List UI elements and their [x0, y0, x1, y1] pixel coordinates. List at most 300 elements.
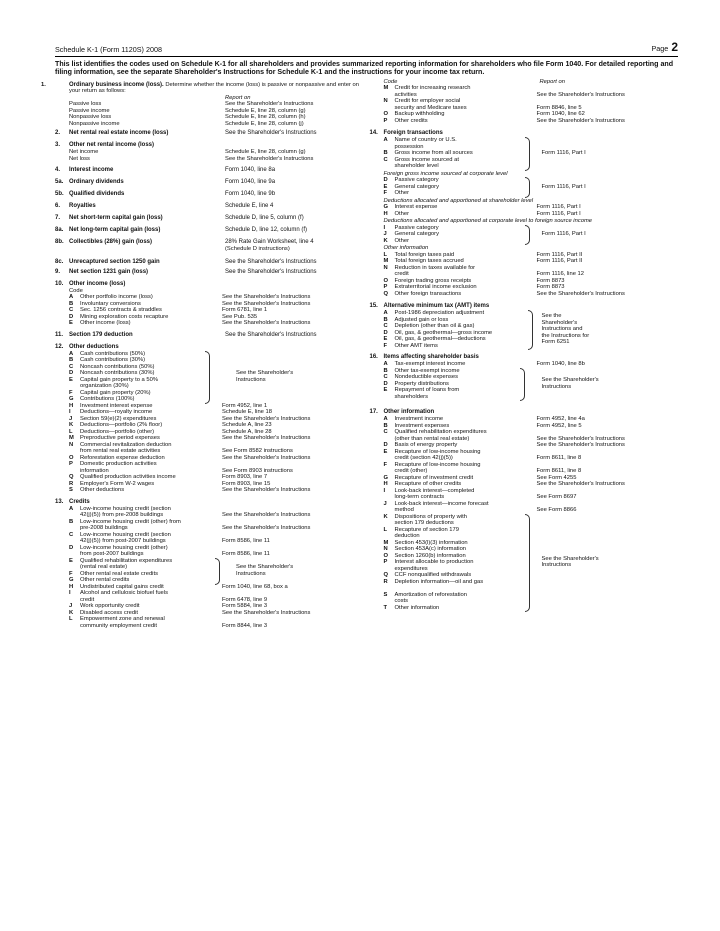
row-description: Oil, gas, & geothermal—gross income: [394, 329, 493, 336]
row-code: T: [383, 604, 388, 611]
row-description: Capital gain property (20%): [80, 389, 151, 396]
row-code: D: [383, 380, 388, 387]
row-code: G: [69, 577, 74, 584]
brace-group: [370, 177, 679, 197]
row-description: costs: [394, 598, 409, 605]
row-code: I: [69, 409, 71, 416]
row-description: pre-2008 buildings: [80, 525, 128, 532]
row-indent: [55, 487, 69, 494]
row-description: Low-income housing credit (other): [80, 544, 168, 551]
row-description: Qualified rehabilitation expenditures: [80, 557, 173, 564]
row-description: possession: [394, 143, 424, 150]
brace-report-on: [542, 556, 599, 569]
row-description: Cash contributions (50%): [80, 350, 146, 357]
row-code: J: [383, 500, 387, 507]
row-report-on: See Form 8697: [536, 494, 577, 501]
row-report-on: [537, 605, 679, 612]
row-code: B: [69, 300, 74, 307]
row-code: A: [383, 361, 388, 368]
brace-symbol: [205, 351, 210, 404]
page-num: 2: [671, 40, 678, 54]
row-description: Investment expenses: [394, 422, 450, 429]
row-code: C: [69, 363, 74, 370]
section-heading: [55, 142, 364, 149]
row-code: K: [383, 513, 388, 520]
row-report-on: Form 1040, line 68, box a: [222, 583, 288, 590]
brace-symbol: [525, 177, 530, 198]
section-number: 8b.: [55, 239, 64, 246]
row-description: Domestic production activities: [80, 461, 157, 468]
row-description: shareholder level: [394, 163, 439, 170]
brace-report-line: See the Shareholder's: [236, 370, 294, 377]
row-description: Alcohol and cellulosic biofuel fuels: [80, 590, 168, 597]
row-description: (other than rental real estate): [394, 435, 470, 442]
row-code: H: [383, 481, 388, 488]
row-code: G: [383, 474, 389, 481]
brace-report-line: Instructions: [236, 570, 266, 577]
brace-symbol: [525, 225, 530, 246]
brace-symbol: [215, 558, 220, 585]
row-description: Other information: [394, 604, 440, 611]
row-code: O: [383, 111, 389, 118]
table-row: [55, 246, 364, 253]
row-description: Nondeductible expenses: [394, 374, 458, 381]
row-code: E: [69, 320, 73, 327]
row-code: D: [69, 313, 74, 320]
row-description: Reduction in taxes available for: [394, 264, 476, 271]
row-code: O: [383, 277, 389, 284]
row-description: credit: [394, 271, 409, 278]
row-report-on: Schedule A, line 28: [222, 428, 272, 435]
row-report-on: See Form 4255: [536, 474, 577, 481]
brace-report-line: See the Shareholder's: [236, 564, 294, 571]
row-code: M: [383, 258, 389, 265]
row-indent: [55, 246, 69, 253]
section-title: Net rental real estate income (loss): [69, 130, 169, 137]
row-description: from rental real estate activities: [80, 448, 161, 455]
row-description: Section 59(e)(2) expenditures: [80, 415, 157, 422]
row-description: Repayment of loans from: [394, 387, 460, 394]
row-description: Look-back interest—completed: [394, 487, 475, 494]
row-report-on: See the Shareholder's Instructions: [222, 320, 311, 327]
row-report-on: See the Shareholder's Instructions: [222, 300, 311, 307]
row-code: L: [383, 526, 388, 533]
section-heading: [55, 281, 364, 288]
row-description: Section 1260(b) information: [394, 552, 466, 559]
row-description: Other: [394, 210, 409, 217]
row-description: method: [394, 507, 414, 514]
brace-report-line: Instructions: [541, 562, 572, 569]
row-report-on: See Form 8866: [536, 507, 577, 514]
section-title: Other income (loss): [69, 280, 126, 287]
row-report-on: See the Shareholder's Instructions: [225, 101, 314, 108]
section-title: Other information: [383, 409, 435, 416]
table-row: [370, 605, 679, 612]
row-code: F: [383, 342, 388, 349]
section-title: Section 179 deduction: [69, 331, 133, 338]
row-description: Section 453(l)(3) information: [394, 539, 468, 546]
section-report-on: 28% Rate Gain Worksheet, line 4: [225, 239, 314, 246]
row-description: Recapture of investment credit: [394, 474, 474, 481]
row-code: A: [69, 350, 74, 357]
row-indent: [370, 291, 384, 298]
row-description: Basis of energy property: [394, 442, 458, 449]
row-description: Nonpassive loss: [69, 114, 112, 121]
subheading: Deductions allocated and apportioned at corporate level to foreign source income: [383, 218, 592, 225]
spacer: [55, 137, 364, 139]
row-code: J: [69, 603, 73, 610]
row-description: section 179 deductions: [394, 520, 454, 527]
row-description: Qualified production activities income: [80, 474, 176, 481]
row-description: Recapture of section 179: [394, 526, 459, 533]
row-description: Depletion (other than oil & gas): [394, 323, 475, 330]
brace-group: [370, 310, 679, 349]
row-description: shareholders: [394, 393, 429, 400]
row-report-on: See the Shareholder's Instructions: [536, 91, 625, 98]
section-number: 5a.: [55, 179, 64, 186]
row-description: Property distributions: [394, 380, 449, 387]
table-row: [55, 320, 364, 327]
row-description: Other tax-exempt income: [394, 367, 460, 374]
report-on-label: Report on: [539, 78, 565, 85]
row-code: K: [383, 237, 388, 244]
section-report-on: Form 1040, line 8a: [225, 167, 276, 174]
brace-report-line: Form 1116, Part I: [541, 231, 586, 238]
row-code: B: [383, 367, 388, 374]
row-report-on: See the Shareholder's Instructions: [222, 454, 311, 461]
section-title: Other net rental income (loss): [69, 142, 155, 149]
row-report-on: Form 1040, line 62: [536, 111, 585, 118]
subheading: Foreign gross income sourced at corporate level: [383, 170, 508, 177]
row-description: Involuntary conversions: [80, 300, 141, 307]
brace-report-on: [542, 184, 586, 191]
section-number: 2.: [55, 130, 61, 137]
row-report-on: Form 6781, line 1: [222, 307, 268, 314]
row-report-on: Schedule E, line 28, column (j): [225, 120, 304, 127]
row-code: [69, 623, 80, 630]
row-report-on: Form 5884, line 3: [222, 603, 268, 610]
row-description: Contributions (100%): [80, 396, 135, 403]
row-report-on: Schedule E, line 28, column (g): [225, 149, 306, 156]
row-code: D: [383, 329, 388, 336]
row-description: Tax-exempt interest income: [394, 361, 466, 368]
row-report-on: See the Shareholder's Instructions: [222, 525, 311, 532]
row-report-on: Form 8873: [536, 284, 565, 291]
section-title: Ordinary business income (loss).: [69, 81, 164, 88]
row-description: Recapture of low-income housing: [394, 448, 481, 455]
section-title: Interest income: [69, 167, 114, 174]
row-description: Total foreign taxes paid: [394, 251, 455, 258]
table-row: [370, 343, 679, 350]
brace-symbol: [520, 368, 525, 402]
section-title: Royalties: [69, 203, 96, 210]
row-description: Other income (loss): [80, 320, 131, 327]
row-report-on: Form 1116, Part II: [536, 258, 583, 265]
row-description: Undistributed capital gains credit: [80, 583, 164, 590]
section-heading: [55, 259, 364, 266]
row-description: Name of country or U.S.: [394, 137, 457, 144]
row-description: deduction: [394, 533, 420, 540]
row-code: G: [383, 204, 389, 211]
row-report-on: See the Shareholder's Instructions: [222, 435, 311, 442]
row-code: L: [69, 428, 73, 435]
row-code: M: [383, 539, 389, 546]
row-indent: [370, 190, 384, 197]
spacer: [55, 222, 364, 224]
section-number: 7.: [55, 215, 61, 222]
row-description: Adjusted gain or loss: [394, 316, 449, 323]
spacer: [55, 327, 364, 329]
row-report-on: Form 1116, Part I: [536, 204, 581, 211]
row-description: Noncash contributions (30%): [80, 370, 155, 377]
spacer: [370, 124, 679, 127]
brace-group: [55, 351, 364, 403]
row-description: General category: [394, 183, 439, 190]
row-description: credit (section 42(j)(5)): [394, 455, 453, 462]
section-text: Determine whether the income (loss) is passive or nonpassive and enter on your return as follows:: [69, 81, 359, 95]
table-row: [370, 190, 679, 197]
row-report-on: See Form 8903 instructions: [222, 467, 293, 474]
row-code: A: [383, 310, 388, 317]
row-report-on: Form 4952, line 1: [222, 402, 268, 409]
table-row: [370, 118, 679, 125]
row-description: Extraterritorial income exclusion: [394, 284, 477, 291]
row-description: Qualified rehabilitation expenditures: [394, 429, 487, 436]
table-row: [370, 238, 679, 245]
row-report-on: See the Shareholder's Instructions: [536, 442, 625, 449]
table-row: [370, 163, 679, 170]
brace-symbol: [525, 514, 530, 613]
section-report-on: See the Shareholder's Instructions: [225, 268, 317, 275]
row-report-on: Form 8586, line 11: [222, 551, 270, 558]
spacer: [55, 253, 364, 256]
row-report-on: See the Shareholder's Instructions: [222, 609, 311, 616]
row-code: C: [383, 374, 388, 381]
brace-report-line: See the Shareholder's: [541, 377, 599, 384]
row-description: Mining exploration costs recapture: [80, 313, 169, 320]
row-description: Other foreign transactions: [394, 290, 462, 297]
row-description: Other credits: [394, 117, 428, 124]
section-heading: [55, 269, 364, 276]
row-description: Other portfolio income (loss): [80, 294, 153, 301]
row-report-on: See the Shareholder's Instructions: [536, 117, 625, 124]
section-heading: [55, 130, 364, 137]
row-code: S: [69, 487, 73, 494]
section-heading: [55, 332, 364, 339]
table-row: [55, 623, 364, 630]
row-code: R: [383, 578, 388, 585]
section-heading: [370, 130, 679, 137]
row-description: Look-back interest—income forecast: [394, 500, 489, 507]
section-number: 5b.: [55, 191, 64, 198]
row-description: Net loss: [69, 155, 90, 162]
form-title: Schedule K-1 (Form 1120S) 2008: [55, 45, 162, 54]
right-column: [370, 79, 679, 630]
row-report-on: Form 8903, line 15: [222, 480, 271, 487]
section-number: 8a.: [55, 227, 64, 234]
row-report-on: Form 8873: [536, 277, 565, 284]
row-indent: [55, 121, 69, 128]
brace-report-line: the Instructions for: [541, 332, 590, 339]
row-description: security and Medicare taxes: [394, 104, 467, 111]
row-description: Reforestation expense deduction: [80, 454, 165, 461]
row-indent: [370, 211, 384, 218]
row-description: Post-1986 depreciation adjustment: [394, 310, 485, 317]
row-code: J: [383, 231, 387, 238]
section-report-on: See the Shareholder's Instructions: [225, 331, 317, 338]
row-code: [384, 163, 395, 170]
row-code: N: [383, 546, 388, 553]
row-description: Other rental real estate credits: [80, 570, 158, 577]
section-heading: [55, 239, 364, 246]
table-row: [370, 211, 679, 218]
spacer: [55, 198, 364, 200]
table-row: [55, 487, 364, 494]
row-code: C: [383, 429, 388, 436]
row-description: Investment interest expense: [80, 402, 153, 409]
row-report-on: Report on: [225, 94, 251, 101]
row-code: P: [383, 559, 388, 566]
row-description: Net income: [69, 149, 99, 156]
row-description: Amortization of reforestation: [394, 591, 467, 598]
spacer: [55, 174, 364, 176]
section-report-on: Schedule D, line 12, column (f): [225, 227, 308, 234]
row-description: Dispositions of property with: [394, 513, 467, 520]
row-code: A: [383, 416, 388, 423]
brace-report-line: Instructions: [236, 376, 266, 383]
row-code: E: [69, 376, 73, 383]
row-description: Gross income sourced at: [394, 156, 459, 163]
row-description: [69, 246, 225, 253]
row-code: D: [383, 177, 388, 184]
brace-report-on: [236, 370, 293, 383]
section-number: 11.: [55, 331, 64, 338]
section-title: Net long-term capital gain (loss): [69, 227, 161, 234]
row-indent: [370, 343, 384, 350]
section-report-on: See the Shareholder's Instructions: [225, 130, 317, 137]
row-report-on: See the Shareholder's Instructions: [225, 155, 314, 162]
section-heading: [370, 409, 679, 416]
row-indent: [370, 118, 384, 125]
row-description: General category: [394, 231, 439, 238]
section-heading: [370, 354, 679, 361]
section-heading: [55, 167, 364, 174]
section-heading: [55, 203, 364, 210]
row-report-on: Form 8586, line 11: [222, 538, 270, 545]
row-description: Depletion information—oil and gas: [394, 578, 484, 585]
section-number: 1.: [41, 81, 46, 88]
row-code: A: [69, 294, 74, 301]
row-code: D: [69, 544, 74, 551]
section-number: 9.: [55, 268, 61, 275]
brace-group: [370, 514, 679, 612]
row-code: B: [69, 518, 74, 525]
row-code: Q: [383, 572, 389, 579]
row-report-on: [222, 577, 364, 584]
row-description: Sec. 1256 contracts & straddles: [80, 307, 162, 314]
row-code: B: [383, 422, 388, 429]
row-code: E: [383, 183, 388, 190]
row-description: Oil, gas, & geothermal—deductions: [394, 336, 486, 343]
row-description: CCF nonqualified withdrawals: [394, 572, 472, 579]
subheading: Deductions allocated and apportioned at shareholder level: [383, 197, 534, 204]
row-report-on: Form 4952, line 4a: [536, 416, 585, 423]
section-title: Foreign transactions: [383, 130, 443, 137]
row-code: H: [69, 402, 74, 409]
row-code: C: [69, 531, 74, 538]
left-column: [41, 79, 364, 630]
row-description: 42(j)(5)) from post-2007 buildings: [80, 538, 166, 545]
brace-symbol: [525, 137, 530, 171]
section-heading: [55, 227, 364, 234]
section-heading: [41, 81, 364, 95]
row-indent: [55, 320, 69, 327]
row-indent: [55, 156, 69, 163]
section-title: Alternative minimum tax (AMT) items: [383, 303, 490, 310]
brace-report-on: [542, 377, 599, 390]
row-description: Gross income from all sources: [394, 150, 473, 157]
brace-report-line: Form 6251: [541, 339, 570, 346]
row-code: C: [383, 156, 388, 163]
section-title: Qualified dividends: [69, 191, 125, 198]
brace-group: [370, 368, 679, 401]
row-code: Q: [383, 290, 389, 297]
row-report-on: Schedule E, line 18: [222, 409, 272, 416]
spacer: [370, 400, 679, 406]
row-description: Foreign trading gross receipts: [394, 277, 472, 284]
page-number: [652, 40, 678, 54]
row-code: K: [69, 422, 74, 429]
row-report-on: [537, 238, 679, 245]
row-description: Backup withholding: [394, 111, 445, 118]
brace-report-line: Instructions: [541, 383, 572, 390]
row-description: Investment income: [394, 416, 444, 423]
brace-report-line: Form 1116, Part I: [541, 150, 586, 157]
row-code: P: [69, 461, 73, 468]
row-code: D: [69, 370, 74, 377]
row-description: Commercial revitalization deduction: [80, 441, 172, 448]
row-code: H: [69, 583, 74, 590]
row-description: Nonpassive income: [69, 120, 120, 127]
row-indent: [370, 394, 384, 401]
brace-report-line: See the: [541, 313, 562, 320]
row-description: organization (30%): [80, 383, 129, 390]
row-code: F: [383, 461, 388, 468]
section-title: Ordinary dividends: [69, 179, 124, 186]
row-report-on: See the Shareholder's Instructions: [536, 435, 625, 442]
section-number: 10.: [55, 280, 64, 287]
row-report-on: [222, 396, 364, 403]
row-code: C: [69, 307, 74, 314]
row-description: from post-2007 buildings: [80, 551, 144, 558]
row-report-on: Form 1116, Part I: [536, 210, 581, 217]
section-heading: [370, 303, 679, 310]
brace-report-on: [542, 313, 590, 346]
row-description: community employment credit: [80, 622, 157, 629]
row-code: H: [383, 210, 388, 217]
brace-report-line: See the Shareholder's: [541, 555, 599, 562]
section-number: 14.: [369, 130, 378, 137]
row-report-on: Form 8844, line 3: [222, 622, 268, 629]
row-report-on: (Schedule D instructions): [225, 246, 290, 253]
row-code: S: [383, 591, 388, 598]
section-title: Unrecaptured section 1250 gain: [69, 258, 160, 265]
row-description: Other rental credits: [80, 577, 130, 584]
code-label: Code: [383, 78, 398, 85]
row-indent: [370, 605, 384, 612]
brace-group: [370, 225, 679, 245]
section-title: Net short-term capital gain (loss): [69, 215, 163, 222]
